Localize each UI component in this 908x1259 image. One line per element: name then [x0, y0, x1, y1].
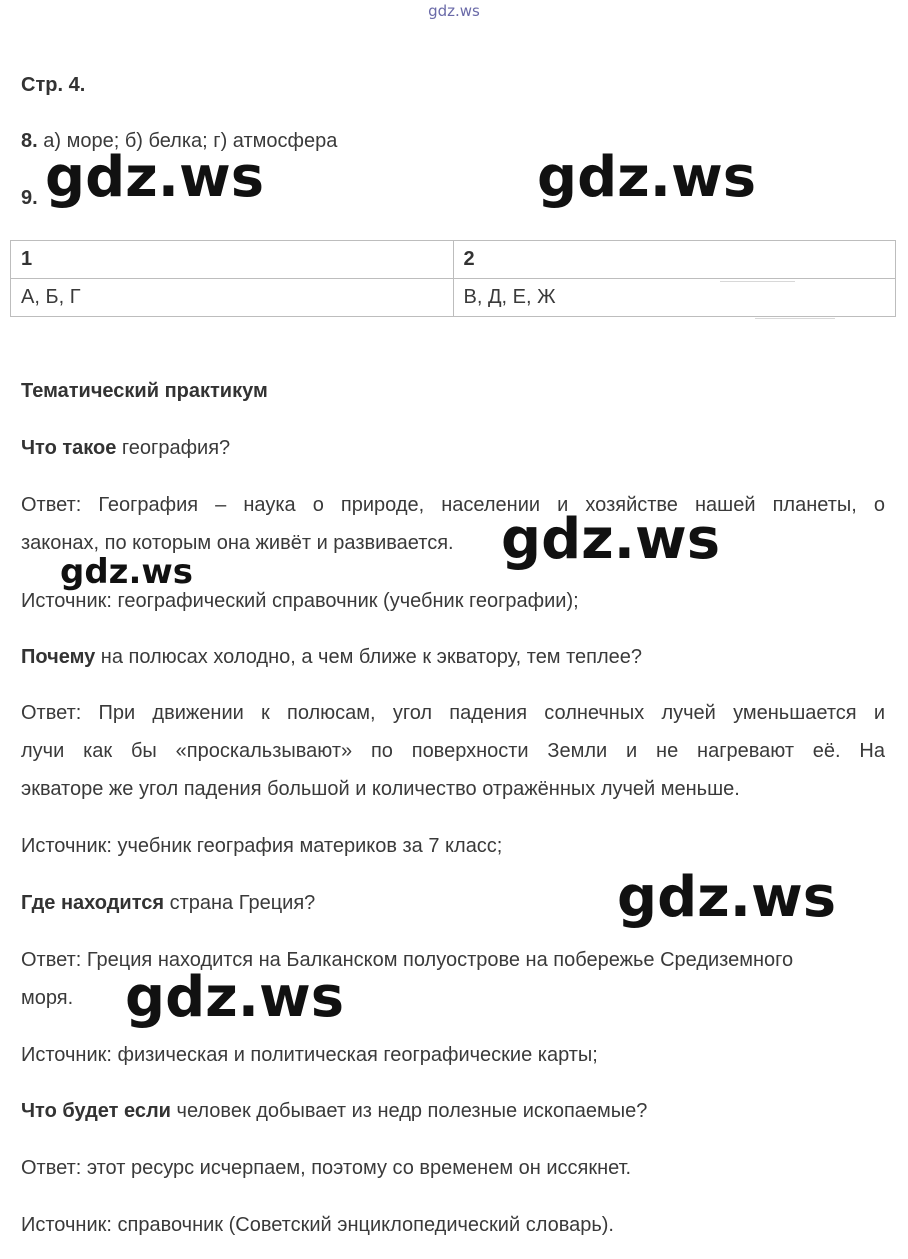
watermark: gdz.ws — [537, 145, 757, 210]
table-cell-col1: А, Б, Г — [11, 279, 454, 317]
question-1: Что такое география? — [21, 437, 231, 459]
header-watermark: gdz.ws — [428, 2, 480, 20]
table-header-col1: 1 — [11, 241, 454, 279]
answer-3-line-2: моря. — [21, 987, 74, 1009]
source-4: Источник: справочник (Советский энциклопедический словарь). — [21, 1214, 614, 1236]
table-header-col2: 2 — [453, 241, 896, 279]
question-3: Где находится страна Греция? — [21, 892, 316, 914]
answer-1-line-2: законах, по которым она живёт и развивается. — [21, 532, 454, 554]
answer-1-line-1: Ответ: География – наука о природе, населении и хозяйстве нашей планеты, о — [21, 494, 885, 516]
watermark: gdz.ws — [45, 145, 265, 210]
table-cell-col2: В, Д, Е, Ж — [453, 279, 896, 317]
section-title: Тематический практикум — [21, 380, 268, 402]
question-4: Что будет если человек добывает из недр полезные ископаемые? — [21, 1100, 648, 1122]
answer-2-line-3: экваторе же угол падения большой и количество отражённых лучей меньше. — [21, 778, 740, 800]
watermark: gdz.ws — [60, 552, 194, 592]
page-label: Стр. 4. — [21, 74, 86, 96]
faint-mark — [720, 281, 795, 282]
answer-3-line-1: Ответ: Греция находится на Балканском полуострове на побережье Средиземного — [21, 949, 794, 971]
faint-mark — [755, 318, 835, 319]
question-8-answer: а) море; б) белка; г) атмосфера — [43, 130, 338, 152]
watermark: gdz.ws — [125, 965, 345, 1030]
watermark: gdz.ws — [501, 507, 721, 572]
source-1: Источник: географический справочник (учебник географии); — [21, 590, 579, 612]
question-9-number: 9. — [21, 187, 38, 209]
answer-4-line-1: Ответ: этот ресурс исчерпаем, поэтому со временем он иссякнет. — [21, 1157, 632, 1179]
watermark: gdz.ws — [617, 865, 837, 930]
source-2: Источник: учебник география материков за 7 класс; — [21, 835, 503, 857]
source-3: Источник: физическая и политическая географические карты; — [21, 1044, 598, 1066]
answer-2-line-2: лучи как бы «проскальзывают» по поверхности Земли и не нагревают её. На — [21, 740, 885, 762]
answer-2-line-1: Ответ: При движении к полюсам, угол падения солнечных лучей уменьшается и — [21, 702, 885, 724]
answer-table — [10, 240, 896, 317]
question-8-number: 8. — [21, 130, 38, 152]
question-2: Почему на полюсах холодно, а чем ближе к экватору, тем теплее? — [21, 646, 643, 668]
